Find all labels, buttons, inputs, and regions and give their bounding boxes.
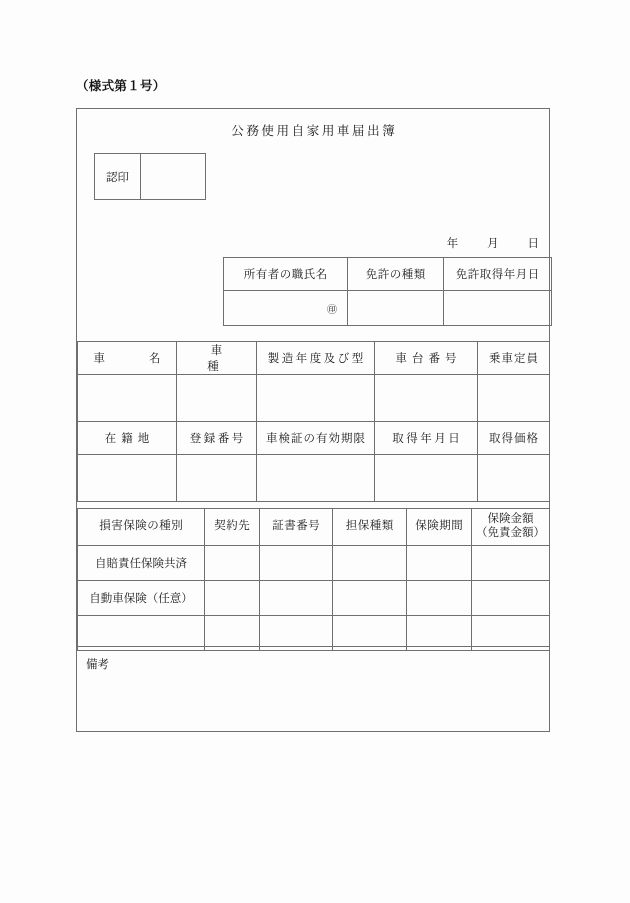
table-row [78, 342, 550, 375]
date-day-label: 日 [527, 238, 539, 250]
owner-header-license-date: 免許取得年月日 [444, 258, 552, 291]
table-row [224, 291, 552, 326]
vehicle-cell-location[interactable] [78, 455, 177, 502]
vehicle-cell-name[interactable] [78, 375, 177, 422]
insurance-cell-amount[interactable] [472, 546, 550, 581]
owner-cell-name[interactable]: ㊞ [224, 291, 348, 326]
insurance-cell-period[interactable] [407, 581, 472, 616]
table-row [78, 455, 550, 502]
date-year-label: 年 [446, 238, 459, 250]
vehicle-cell-registration-number[interactable] [177, 455, 257, 502]
insurance-header-amount-line1: 保険金額 [487, 513, 534, 526]
table-row [78, 509, 550, 546]
insurance-cell-amount[interactable] [472, 581, 550, 616]
owner-header-name: 所有者の職氏名 [224, 258, 348, 291]
seal-input-cell[interactable] [141, 154, 205, 199]
insurance-cell-contractor[interactable] [205, 581, 260, 616]
table-row [78, 422, 550, 455]
table-row [224, 258, 552, 291]
owner-table [223, 257, 552, 326]
vehicle-cell-year-model[interactable] [257, 375, 375, 422]
vehicle-cell-acquisition-date[interactable] [375, 455, 478, 502]
owner-cell-license-type[interactable] [348, 291, 444, 326]
table-row [78, 375, 550, 422]
date-line [447, 235, 539, 251]
vehicle-header-registration-number: 登録番号 [177, 422, 257, 455]
insurance-header-period: 保険期間 [407, 509, 472, 546]
insurance-cell-coverage-type[interactable] [333, 581, 407, 616]
vehicle-header-capacity: 乗車定員 [478, 342, 550, 375]
form-outer-frame [76, 108, 550, 732]
vehicle-header-acquisition-date: 取得年月日 [375, 422, 478, 455]
seal-label: 認印 [95, 154, 141, 199]
table-row [78, 581, 550, 616]
insurance-header-kind: 損害保険の種別 [78, 509, 205, 546]
vehicle-header-inspection-expiry: 車検証の有効期限 [257, 422, 375, 455]
insurance-header-contractor: 契約先 [205, 509, 260, 546]
insurance-cell-coverage-type[interactable] [333, 546, 407, 581]
vehicle-header-year-model: 製造年度及び型 [257, 342, 375, 375]
date-month-label: 月 [487, 238, 499, 250]
page-title: 公務使用自家用車届出簿 [231, 124, 398, 138]
remarks-label: 備考 [86, 659, 109, 671]
vehicle-header-name: 車 名 [78, 342, 177, 375]
insurance-cell-policy-number[interactable] [260, 546, 333, 581]
insurance-header-coverage-type: 担保種類 [333, 509, 407, 546]
table-row [78, 546, 550, 581]
insurance-cell-kind: 自動車保険（任意） [78, 581, 205, 616]
insurance-cell-kind: 自賠責任保険共済 [78, 546, 205, 581]
seal-box [94, 153, 206, 200]
vehicle-cell-inspection-expiry[interactable] [257, 455, 375, 502]
form-number-label: （様式第１号） [76, 79, 166, 93]
remarks-section[interactable] [77, 646, 549, 731]
insurance-table [77, 508, 550, 651]
vehicle-header-chassis-number: 車台番号 [375, 342, 478, 375]
insurance-cell-contractor[interactable] [205, 546, 260, 581]
insurance-header-policy-number: 証書番号 [260, 509, 333, 546]
vehicle-cell-type[interactable] [177, 375, 257, 422]
owner-cell-license-date[interactable] [444, 291, 552, 326]
vehicle-header-acquisition-price: 取得価格 [478, 422, 550, 455]
vehicle-cell-chassis-number[interactable] [375, 375, 478, 422]
vehicle-cell-acquisition-price[interactable] [478, 455, 550, 502]
owner-header-license-type: 免許の種類 [348, 258, 444, 291]
insurance-cell-period[interactable] [407, 546, 472, 581]
vehicle-cell-capacity[interactable] [478, 375, 550, 422]
insurance-header-amount-line2: （免責金額） [476, 527, 545, 539]
vehicle-header-location: 在籍地 [78, 422, 177, 455]
vehicle-table [77, 341, 550, 502]
insurance-header-amount [472, 509, 550, 546]
vehicle-header-type: 車 種 [177, 342, 257, 375]
insurance-cell-policy-number[interactable] [260, 581, 333, 616]
